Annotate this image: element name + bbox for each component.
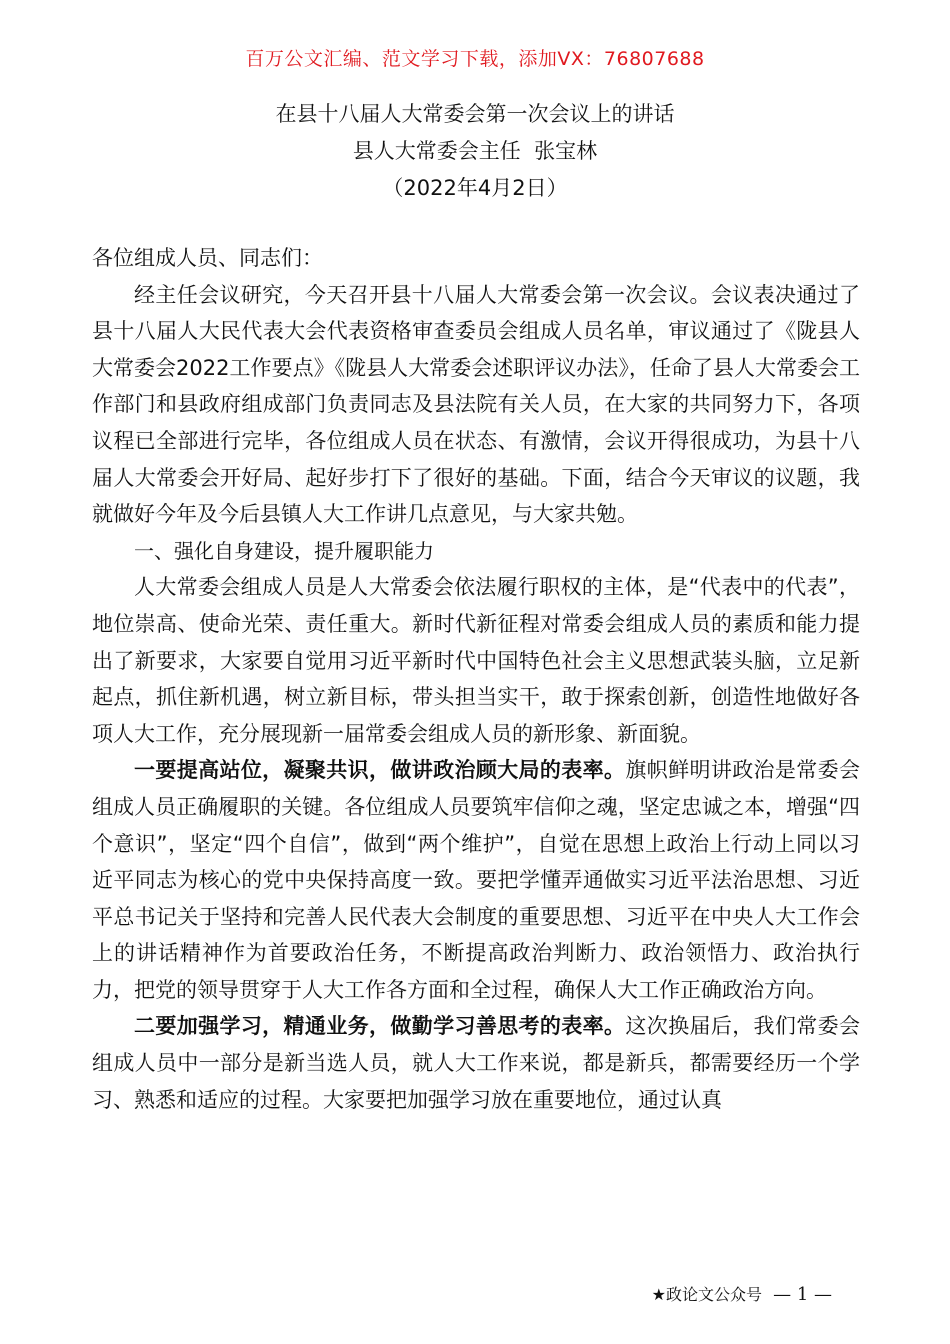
paragraph-1: 经主任会议研究，今天召开县十八届人大常委会第一次会议。会议表决通过了县十八届人大民代表大会代表资格审查委员会组成人员名单，审议通过了《陇县人大常委会2022工作要点》《陇县人大常委会述职评议办法》，任命了县人大常委会工作部门和县政府组成部门负责同志及县法院有关人员，在大家的共同努力下，各项议程已全部进行完毕，各位组成人员在状态、有激情，会议开得很成功，为县十八届人大常委会开好局、起好步打下了很好的基础。下面，结合今天审议的议题，我就做好今年及今后县镇人大工作讲几点意见，与大家共勉。 (92, 282, 860, 527)
page-footer (652, 1282, 832, 1305)
paragraph-4-lead: 二要加强学习，精通业务，做勤学习善思考的表率。 (134, 1014, 626, 1039)
salutation: 各位组成人员、同志们： (92, 246, 323, 270)
speaker-line: 县人大常委会主任 张宝林 (352, 139, 598, 163)
paragraph-4-text: 这次换届后，我们常委会组成人员中一部分是新当选人员，就人大工作来说，都是新兵，都需要经历一个学习、熟悉和适应的过程。大家要把加强学习放在重要地位，通过认真 (92, 1014, 861, 1112)
page-number: — 1 — (773, 1284, 832, 1305)
section-heading-1: 一、强化自身建设，提升履职能力 (134, 538, 434, 563)
paragraph-3-lead: 一要提高站位，凝聚共识，做讲政治顾大局的表率。 (134, 758, 626, 783)
paragraph-4 (92, 1008, 860, 1118)
paragraph-3-text: 旗帜鲜明讲政治是常委会组成人员正确履职的关键。各位组成人员要筑牢信仰之魂，坚定忠诚之本，增强“四个意识”，坚定“四个自信”，做到“两个维护”，自觉在思想上政治上行动上同以习近平同志为核心的党中央保持高度一致。要把学懂弄通做实习近平法治思想、习近平总书记关于坚持和完善人民代表大会制度的重要思想、习近平在中央人大工作会上的讲话精神作为首要政治任务，不断提高政治判断力、政治领悟力、政治执行力，把党的领导贯穿于人大工作各方面和全过程，确保人大工作正确政治方向。 (92, 758, 861, 1002)
speech-date: （2022年4月2日） (382, 176, 568, 200)
footer-source: ★政论文公众号 (651, 1285, 762, 1304)
speech-title: 在县十八届人大常委会第一次会议上的讲话 (275, 102, 675, 126)
promo-banner: 百万公文汇编、范文学习下载，添加VX：76807688 (245, 48, 705, 70)
paragraph-3 (92, 752, 860, 1008)
paragraph-2: 人大常委会组成人员是人大常委会依法履行职权的主体，是“代表中的代表”，地位崇高、使命光荣、责任重大。新时代新征程对常委会组成人员的素质和能力提出了新要求，大家要自觉用习近平新时代中国特色社会主义思想武装头脑，立足新起点，抓住新机遇，树立新目标，带头担当实干，敢于探索创新，创造性地做好各项人大工作，充分展现新一届常委会组成人员的新形象、新面貌。 (92, 575, 860, 746)
speech-body (92, 240, 860, 1118)
title-block (0, 96, 950, 207)
